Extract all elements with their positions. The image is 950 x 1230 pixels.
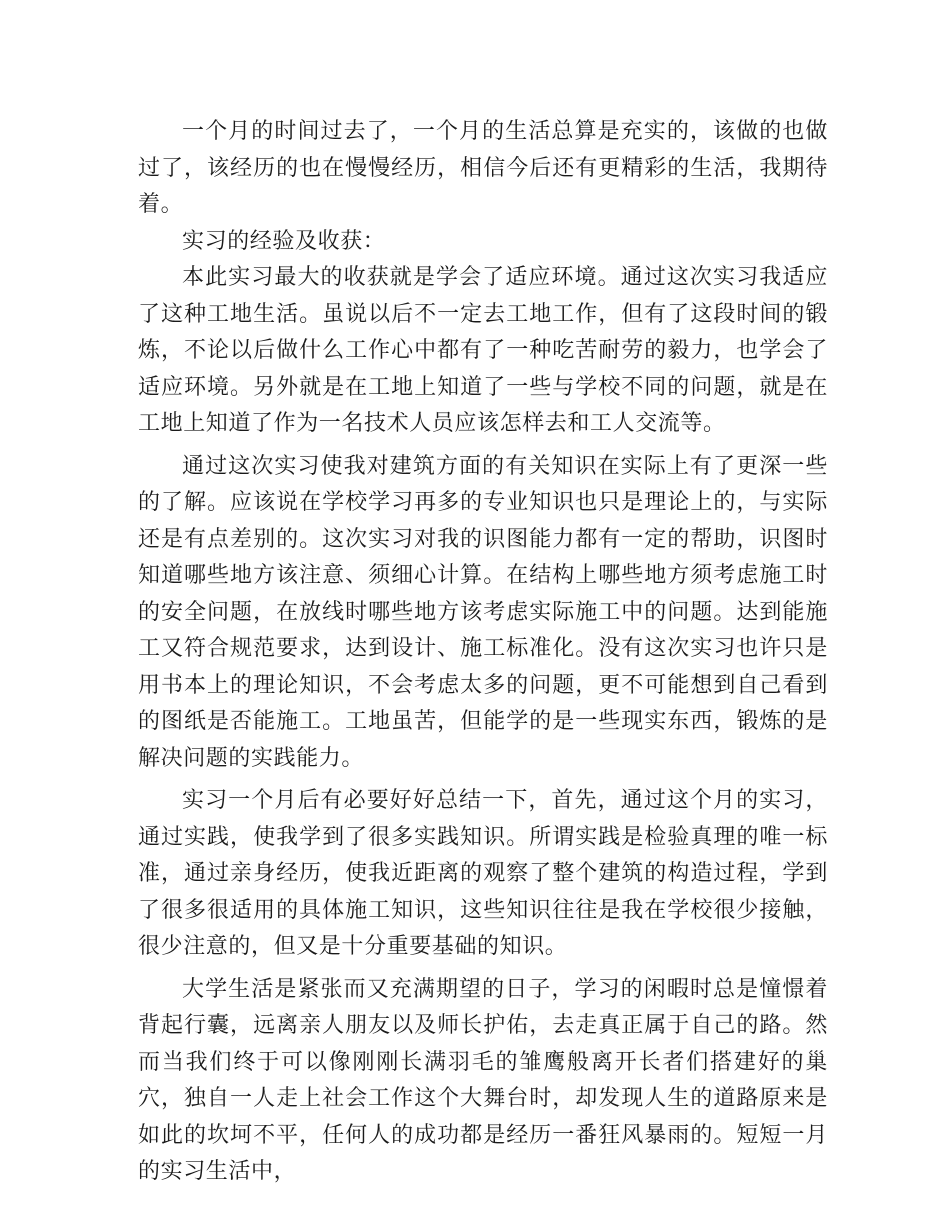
paragraph-construction-knowledge: 通过这次实习使我对建筑方面的有关知识在实际上有了更深一些的了解。应该说在学校学习再多的专业知识也只是理论上的，与实际还是有点差别的。这次实习对我的识图能力都有一定的帮助，识图时知道哪些地方该注意、须细心计算。在结构上哪些地方须考虑施工时的安全问题，在放线时哪些地方该考虑实际施工中的问题。达到能施工又符合规范要求，达到设计、施工标准化。没有这次实习也许只是用书本上的理论知识，不会考虑太多的问题，更不可能想到自己看到的图纸是否能施工。工地虽苦，但能学的是一些现实东西，锻炼的是解决问题的实践能力。 <box>138 453 828 771</box>
document-body <box>138 114 828 1191</box>
paragraph-heading-experience: 实习的经验及收获： <box>182 228 386 254</box>
paragraph-summary: 一个月的时间过去了，一个月的生活总算是充实的，该做的也做过了，该经历的也在慢慢经历，相信今后还有更精彩的生活，我期待着。 <box>138 119 828 217</box>
paragraph-university-life: 大学生活是紧张而又充满期望的日子，学习的闲暇时总是憧憬着背起行囊，远离亲人朋友以及师长护佑，去走真正属于自己的路。然而当我们终于可以像刚刚长满羽毛的雏鹰般离开长者们搭建好的巢穴，独自一人走上社会工作这个大舞台时，却发现人生的道路原来是如此的坎坷不平，任何人的成功都是经历一番狂风暴雨的。短短一月的实习生活中， <box>138 976 828 1184</box>
paragraph-adapt-environment: 本此实习最大的收获就是学会了适应环境。通过这次实习我适应了这种工地生活。虽说以后不一定去工地工作，但有了这段时间的锻炼，不论以后做什么工作心中都有了一种吃苦耐劳的毅力，也学会了适应环境。另外就是在工地上知道了一些与学校不同的问题，就是在工地上知道了作为一名技术人员应该怎样去和工人交流等。 <box>138 265 828 436</box>
paragraph-practice-summary: 实习一个月后有必要好好总结一下，首先，通过这个月的实习，通过实践，使我学到了很多实践知识。所谓实践是检验真理的唯一标准，通过亲身经历，使我近距离的观察了整个建筑的构造过程，学到了很多很适用的具体施工知识，这些知识往往是我在学校很少接触，很少注意的，但又是十分重要基础的知识。 <box>138 788 828 959</box>
